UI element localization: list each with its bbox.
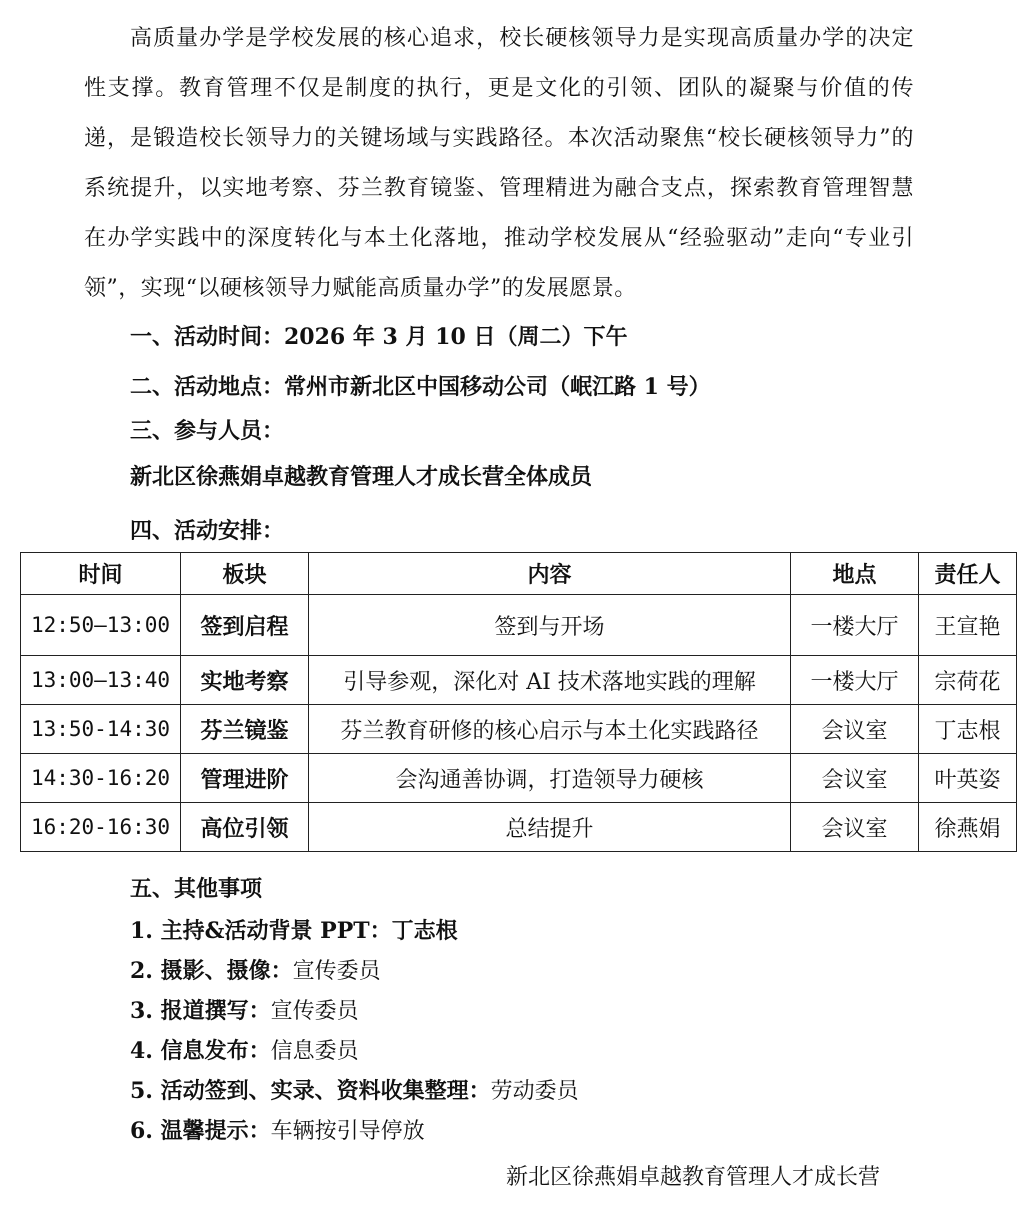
note-label: 6. 温馨提示： <box>130 1118 271 1144</box>
header-place: 地点 <box>791 553 919 595</box>
cell-place: 会议室 <box>791 803 919 852</box>
header-block: 板块 <box>181 553 309 595</box>
schedule-table <box>20 552 1017 852</box>
table-row <box>21 656 1017 705</box>
list-item <box>130 1114 425 1145</box>
cell-content: 签到与开场 <box>309 595 791 656</box>
table-row <box>21 803 1017 852</box>
cell-time: 14:30-16:20 <box>21 754 181 803</box>
note-value: 信息委员 <box>270 1039 359 1064</box>
list-item <box>130 1074 579 1105</box>
cell-place: 一楼大厅 <box>791 656 919 705</box>
cell-block: 管理进阶 <box>181 754 309 803</box>
note-value: 车辆按引导停放 <box>270 1119 425 1144</box>
cell-person: 徐燕娟 <box>919 803 1017 852</box>
activity-place: 二、活动地点：常州市新北区中国移动公司（岷江路 1 号） <box>130 374 711 400</box>
table-header-row <box>21 553 1017 595</box>
note-value: 劳动委员 <box>490 1079 579 1104</box>
intro-paragraph: 高质量办学是学校发展的核心追求，校长硬核领导力是实现高质量办学的决定性支撑。教育管理不仅是制度的执行，更是文化的引领、团队的凝聚与价值的传递，是锻造校长领导力的关键场域与实践路径。本次活动聚焦“校长硬核领导力”的系统提升，以实地考察、芬兰教育镜鉴、管理精进为融合支点，探索教育管理智慧在办学实践中的深度转化与本土化落地，推动学校发展从“经验驱动”走向“专业引领”，实现“以硬核领导力赋能高质量办学”的发展愿景。 <box>84 26 914 301</box>
cell-time: 16:20-16:30 <box>21 803 181 852</box>
list-item <box>130 954 381 985</box>
cell-block: 芬兰镜鉴 <box>181 705 309 754</box>
participants-heading: 三、参与人员： <box>130 418 285 444</box>
cell-content: 引导参观，深化对 AI 技术落地实践的理解 <box>309 656 791 705</box>
signature: 新北区徐燕娟卓越教育管理人才成长营 <box>506 1165 881 1190</box>
cell-block: 高位引领 <box>181 803 309 852</box>
cell-place: 会议室 <box>791 705 919 754</box>
table-row <box>21 705 1017 754</box>
table-row <box>21 754 1017 803</box>
header-time: 时间 <box>21 553 181 595</box>
cell-time: 13:00—13:40 <box>21 656 181 705</box>
note-value: 宣传委员 <box>292 959 381 984</box>
cell-person: 王宣艳 <box>919 595 1017 656</box>
header-person: 责任人 <box>919 553 1017 595</box>
cell-content: 会沟通善协调，打造领导力硬核 <box>309 754 791 803</box>
cell-content: 芬兰教育研修的核心启示与本土化实践路径 <box>309 705 791 754</box>
note-value: 宣传委员 <box>270 999 359 1024</box>
activity-time: 一、活动时间：2026 年 3 月 10 日（周二）下午 <box>130 324 628 350</box>
header-content: 内容 <box>309 553 791 595</box>
note-label: 2. 摄影、摄像： <box>130 958 293 984</box>
cell-person: 宗荷花 <box>919 656 1017 705</box>
cell-block: 签到启程 <box>181 595 309 656</box>
list-item <box>130 914 458 945</box>
schedule-heading: 四、活动安排： <box>130 518 285 544</box>
cell-time: 12:50—13:00 <box>21 595 181 656</box>
cell-time: 13:50-14:30 <box>21 705 181 754</box>
cell-content: 总结提升 <box>309 803 791 852</box>
cell-person: 丁志根 <box>919 705 1017 754</box>
cell-person: 叶英姿 <box>919 754 1017 803</box>
cell-place: 会议室 <box>791 754 919 803</box>
cell-place: 一楼大厅 <box>791 595 919 656</box>
cell-block: 实地考察 <box>181 656 309 705</box>
note-label: 5. 活动签到、实录、资料收集整理： <box>130 1078 491 1104</box>
participants-list: 新北区徐燕娟卓越教育管理人才成长营全体成员 <box>130 464 593 490</box>
table-row <box>21 595 1017 656</box>
list-item <box>130 994 359 1025</box>
list-item <box>130 1034 359 1065</box>
other-heading: 五、其他事项 <box>130 876 263 902</box>
note-label: 1. 主持&活动背景 PPT：丁志根 <box>130 918 458 944</box>
cropped-title-edge <box>310 0 760 4</box>
note-label: 3. 报道撰写： <box>130 998 271 1024</box>
note-label: 4. 信息发布： <box>130 1038 271 1064</box>
